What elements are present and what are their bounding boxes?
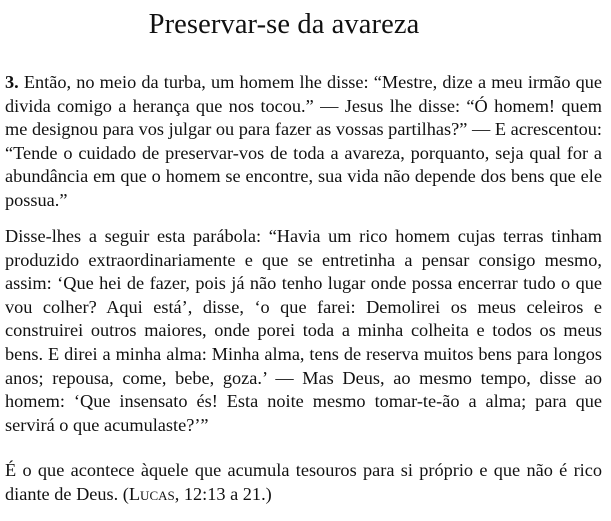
conclusion-text: É o que acontece àquele que acumula tesouros para si próprio e que não é rico diante de Deus. bbox=[5, 460, 602, 504]
paragraph-3 bbox=[5, 71, 602, 213]
paragraph-text: Então, no meio da turba, um homem lhe disse: “Mestre, dize a meu irmão que divida comigo a herança que nos tocou.” — Jesus lhe disse: “Ó homem! quem me designou para vos julgar ou para fazer as vossas partilhas?” — E acrescentou: “Tende o cuidado de preservar-vos de toda a avareza, porquanto, seja qual for a abundância em que o homem se encontre, sua vida não depende dos bens que ele possua.” bbox=[5, 72, 602, 210]
scripture-reference: (Lucas, 12:13 a 21.) bbox=[122, 483, 272, 504]
book-name: Lucas bbox=[128, 483, 175, 504]
page-title: Preservar-se da avareza bbox=[148, 9, 420, 40]
parable-paragraph: Disse-lhes a seguir esta parábola: “Havia um rico homem cujas terras tinham produzido extraordinariamente e que se entretinha a pensar consigo mesmo, assim: ‘Que hei de fazer, pois já não tenho lugar onde possa encerrar tudo o que vou colher? Aqui está’, disse, ‘o que farei: Demolirei os meus celeiros e construirei outros maiores, onde porei toda a minha colheita e todos os meus bens. E direi a minha alma: Minha alma, tens de reserva muitos bens para longos anos; repousa, come, bebe, goza.’ — Mas Deus, ao mesmo tempo, disse ao homem: ‘Que insensato és! Esta noite mesmo tomar-te-ão a alma; para que servirá o que acumulaste?’” bbox=[5, 226, 602, 435]
conclusion-paragraph bbox=[5, 459, 602, 506]
paragraph-number: 3. bbox=[5, 72, 19, 92]
